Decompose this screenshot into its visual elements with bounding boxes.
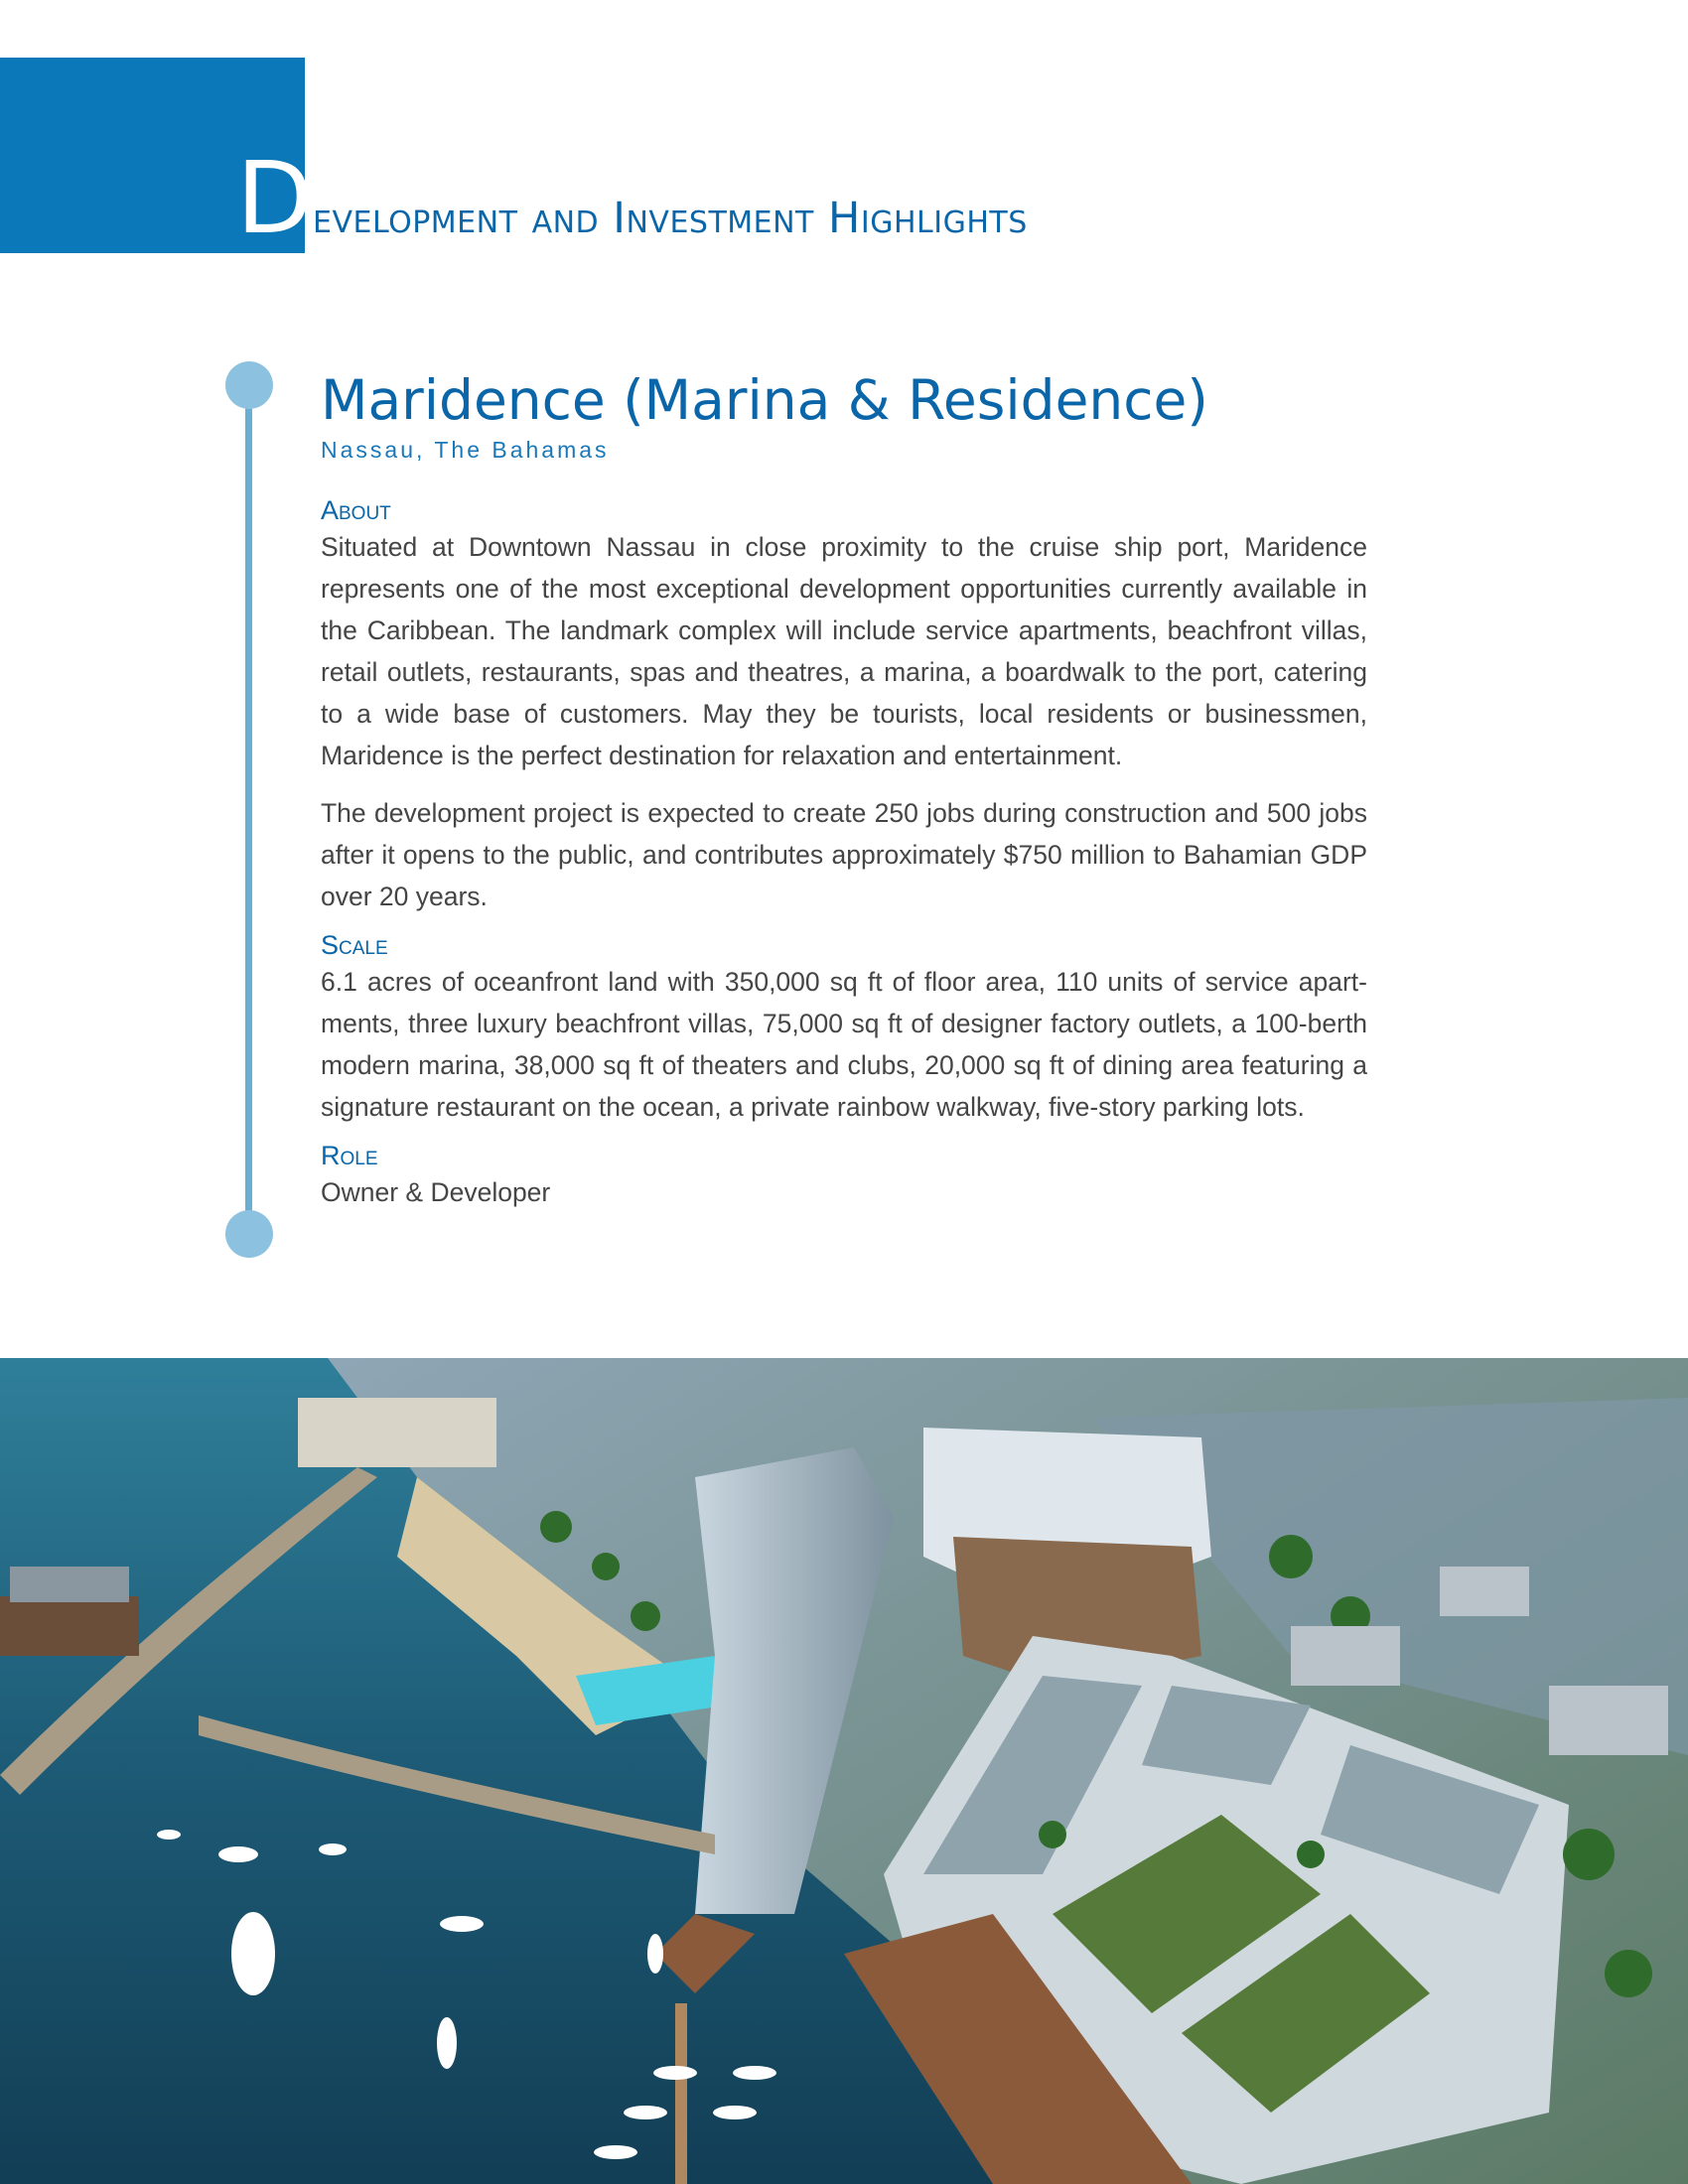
timeline-dot-bottom	[225, 1210, 273, 1258]
page-title-initial: D	[236, 140, 314, 256]
project-location: Nassau, The Bahamas	[321, 437, 610, 463]
role-text: Owner & Developer	[321, 1177, 551, 1207]
scale-heading: Scale	[321, 930, 388, 960]
role-heading: Role	[321, 1141, 378, 1170]
page-title	[236, 140, 1028, 256]
project-section	[321, 367, 1367, 1213]
scale-paragraph: 6.1 acres of oceanfront land with 350,000 sq ft of floor area, 110 units of service apart-ments, three luxury beachfront villas, 75,000 sq ft of designer factory outlets, a 100-berth modern marina, 38,000 sq ft of theaters and clubs, 20,000 sq ft of dining area featuring a signature restaurant on the ocean, a private rainbow walkway, five-story parking lots.	[321, 967, 1367, 1122]
about-heading: About	[321, 495, 391, 525]
timeline-dot-top	[225, 361, 273, 409]
page-title-rest: evelopment and Investment Highlights	[313, 194, 1028, 243]
marina-rendering-image	[0, 1358, 1688, 2184]
about-paragraph-2: The development project is expected to create 250 jobs during construction and 500 jobs after it opens to the public, and contributes approximately $750 million to Bahamian GDP over 20 years.	[321, 798, 1367, 911]
timeline-line	[245, 382, 252, 1236]
about-paragraph-1: Situated at Downtown Nassau in close proximity to the cruise ship port, Maridence represents one of the most exceptional development opportunities currently available in the Caribbean. The landmark complex will include service apartments, beachfront villas, retail outlets, restaurants, spas and theatres, a marina, a boardwalk to the port, catering to a wide base of customers. May they be tourists, local residents or businessmen, Maridence is the perfect destination for relaxation and entertainment.	[321, 532, 1367, 770]
project-title: Maridence (Marina & Residence)	[321, 368, 1208, 432]
